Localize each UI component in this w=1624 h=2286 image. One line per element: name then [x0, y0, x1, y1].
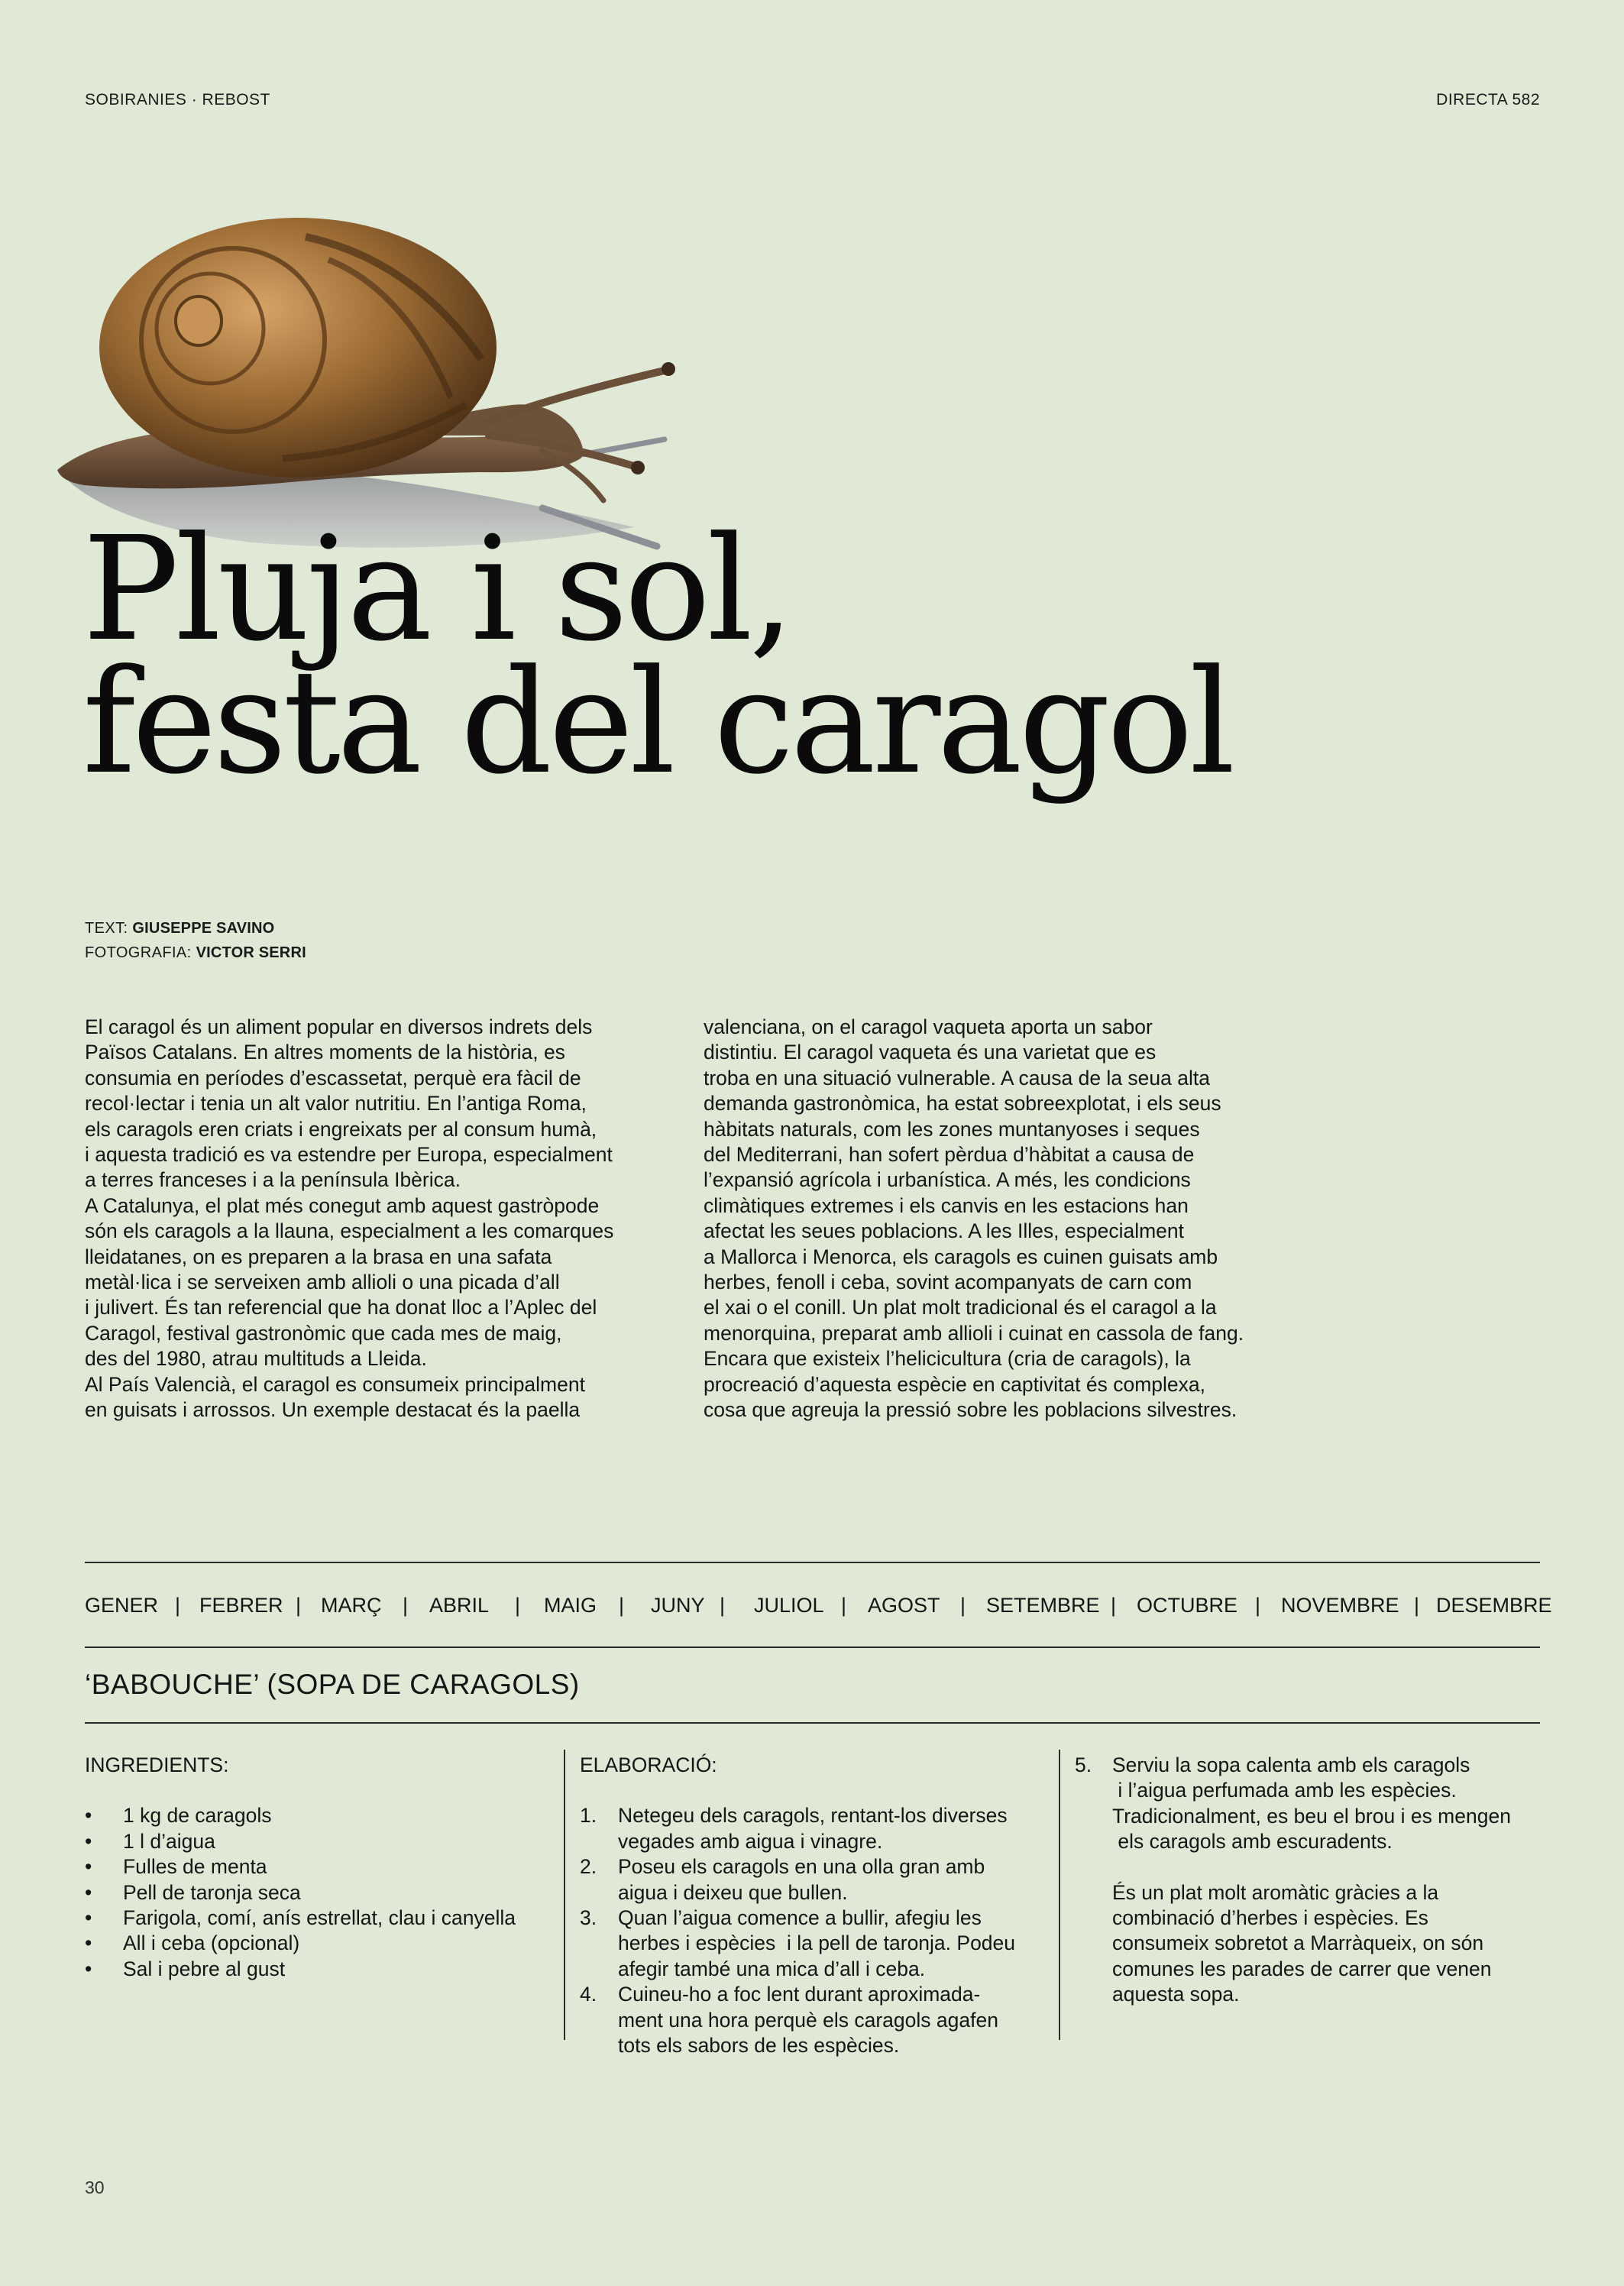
month-separator: | — [296, 1594, 302, 1617]
text-line: climàtiques extremes i els canvis en les estacions han — [704, 1193, 1189, 1217]
text-line: recol·lectar i tenia un alt valor nutritiu. En l’antiga Roma, — [85, 1092, 587, 1115]
text-line: els caragols amb escuradents. — [1112, 1830, 1393, 1854]
ingredient-item — [85, 1803, 558, 1828]
elaboration-step — [580, 1854, 1038, 1906]
text-line: distintiu. El caragol vaqueta és una varietat que es — [704, 1041, 1157, 1064]
month-label: OCTUBRE — [1137, 1594, 1238, 1617]
ingredients-list — [85, 1803, 558, 1982]
text-line: comunes les parades de carrer que venen — [1112, 1957, 1492, 1980]
text-line: hàbitats naturals, com les zones muntanyoses i seques — [704, 1117, 1200, 1141]
text-line: els caragols eren criats i engreixats per al consum humà, — [85, 1117, 597, 1141]
ingredient-text: All i ceba (opcional) — [123, 1931, 300, 1955]
divider-middle — [85, 1647, 1540, 1648]
text-line: cosa que agreuja la pressió sobre les poblacions silvestres. — [704, 1398, 1237, 1422]
month-separator: | — [720, 1594, 726, 1617]
month-separator: | — [515, 1594, 521, 1617]
issue-label: DIRECTA 582 — [1436, 91, 1540, 108]
article-title-line-2: festa del caragol — [82, 639, 1232, 806]
month-label: SETEMBRE — [986, 1594, 1100, 1617]
month-label: FEBRER — [199, 1594, 283, 1617]
elaboration-step-5 — [1075, 1753, 1548, 2008]
text-line: i aquesta tradició es va estendre per Europa, especialment — [85, 1143, 613, 1167]
text-line: consumia en períodes d’escassetat, perquè era fàcil de — [85, 1066, 581, 1090]
month-separator: | — [1111, 1594, 1117, 1617]
ingredients-section — [85, 1753, 558, 1982]
bullet: • — [85, 1804, 92, 1828]
text-line: consumeix sobretot a Marràqueix, on són — [1112, 1931, 1484, 1955]
step-number: 3. — [580, 1906, 597, 1930]
text-line: menorquina, preparat amb allioli i cuinat en cassola de fang. — [704, 1321, 1244, 1345]
text-line: A Catalunya, el plat més conegut amb aquest gastròpode — [85, 1193, 600, 1217]
text-line: a Mallorca i Menorca, els caragols es cuinen guisats amb — [704, 1245, 1218, 1268]
month-label: DESEMBRE — [1436, 1594, 1552, 1617]
text-line: És un plat molt aromàtic gràcies a la — [1112, 1880, 1439, 1904]
season-calendar — [85, 1594, 1552, 1621]
text-line: afectat les seues poblacions. A les Illes, especialment — [704, 1219, 1184, 1243]
month-separator: | — [841, 1594, 847, 1617]
month-separator: | — [1255, 1594, 1261, 1617]
text-line: l’expansió agrícola i urbanística. A més, les condicions — [704, 1168, 1191, 1192]
text-line: el xai o el conill. Un plat molt tradicional és el caragol a la — [704, 1296, 1217, 1319]
article-title-line-1: Pluja i sol, — [82, 506, 791, 673]
ingredient-item — [85, 1880, 558, 1906]
ingredient-item — [85, 1906, 558, 1931]
step-number: 4. — [580, 1983, 597, 2006]
step-line: Poseu els caragols en una olla gran amb — [618, 1855, 985, 1879]
text-line: Tradicionalment, es beu el brou i es mengen — [1112, 1804, 1511, 1828]
month-separator: | — [175, 1594, 181, 1617]
step-line: herbes i espècies i la pell de taronja. Podeu — [618, 1931, 1016, 1955]
step-line: aigua i deixeu que bullen. — [618, 1880, 848, 1904]
text-credit-label: TEXT: — [85, 920, 128, 937]
step-line: vegades amb aigua i vinagre. — [618, 1829, 883, 1853]
article-column-1 — [85, 1015, 681, 1423]
elaboration-section — [580, 1753, 1038, 2058]
text-credit-author: GIUSEPPE SAVINO — [132, 920, 275, 937]
month-separator: | — [403, 1594, 409, 1617]
month-label: MARÇ — [321, 1594, 382, 1617]
text-line: Serviu la sopa calenta amb els caragols — [1112, 1753, 1470, 1776]
bullet: • — [85, 1906, 92, 1930]
bullet: • — [85, 1855, 92, 1879]
section-label: SOBIRANIES · REBOST — [85, 91, 270, 108]
page-number: 30 — [85, 2178, 105, 2197]
text-line: metàl·lica i se serveixen amb allioli o una picada d’all — [85, 1271, 560, 1294]
ingredient-text: 1 kg de caragols — [123, 1804, 272, 1828]
ingredient-item — [85, 1931, 558, 1956]
ingredient-text: 1 l d’aigua — [123, 1829, 215, 1853]
ingredient-text: Pell de taronja seca — [123, 1880, 301, 1904]
elaboration-steps — [580, 1803, 1038, 2058]
bullet: • — [85, 1931, 92, 1955]
step-line: Quan l’aigua comence a bullir, afegiu les — [618, 1906, 982, 1930]
step-line: Netegeu dels caragols, rentant-los diverses — [618, 1804, 1008, 1828]
text-line: troba en una situació vulnerable. A causa de la seua alta — [704, 1066, 1210, 1090]
text-line: des del 1980, atrau multituds a Lleida. — [85, 1347, 427, 1371]
ingredient-text: Fulles de menta — [123, 1855, 267, 1879]
text-line: lleidatanes, on es preparen a la brasa en una safata — [85, 1245, 552, 1268]
month-separator: | — [960, 1594, 966, 1617]
text-line: herbes, fenoll i ceba, sovint acompanyats de carn com — [704, 1271, 1192, 1294]
text-line: en guisats i arrossos. Un exemple destacat és la paella — [85, 1398, 581, 1422]
article-column-2 — [704, 1015, 1307, 1423]
text-line: a terres franceses i a la península Ibèrica. — [85, 1168, 461, 1192]
text-line: Caragol, festival gastronòmic que cada mes de maig, — [85, 1321, 562, 1345]
recipe-title: ‘BABOUCHE’ (SOPA DE CARAGOLS) — [85, 1669, 580, 1700]
photo-credit-author: VICTOR SERRI — [196, 944, 306, 961]
step-text — [1075, 1753, 1548, 1855]
column-divider — [1059, 1750, 1060, 2040]
month-label: JULIOL — [754, 1594, 824, 1617]
ingredients-label: INGREDIENTS: — [85, 1753, 229, 1776]
month-label: AGOST — [868, 1594, 940, 1617]
month-label: NOVEMBRE — [1281, 1594, 1399, 1617]
elaboration-step — [580, 1906, 1038, 1982]
step-line: tots els sabors de les espècies. — [618, 2034, 900, 2058]
step-line: afegir també una mica d’all i ceba. — [618, 1957, 926, 1980]
step-number: 1. — [580, 1804, 597, 1828]
text-line: i julivert. És tan referencial que ha donat lloc a l’Aplec del — [85, 1296, 597, 1319]
month-label: GENER — [85, 1594, 159, 1617]
text-line: Encara que existeix l’helicicultura (cria de caragols), la — [704, 1347, 1191, 1371]
text-line: procreació d’aquesta espècie en captivitat és complexa, — [704, 1372, 1205, 1396]
text-line: són els caragols a la llauna, especialment a les comarques — [85, 1219, 614, 1243]
ingredient-item — [85, 1854, 558, 1880]
step-line: ment una hora perquè els caragols agafen — [618, 2008, 998, 2032]
elaboration-step — [580, 1982, 1038, 2058]
elaboration-step — [580, 1803, 1038, 1854]
text-line: Al País Valencià, el caragol es consumeix principalment — [85, 1372, 585, 1396]
ingredient-text: Sal i pebre al gust — [123, 1957, 286, 1980]
text-credit — [85, 920, 274, 937]
ingredient-text: Farigola, comí, anís estrellat, clau i canyella — [123, 1906, 516, 1930]
text-line: valenciana, on el caragol vaqueta aporta un sabor — [704, 1015, 1153, 1038]
bullet: • — [85, 1880, 92, 1904]
text-line: El caragol és un aliment popular en diversos indrets dels — [85, 1015, 593, 1038]
text-line: combinació d’herbes i espècies. Es — [1112, 1906, 1428, 1930]
ingredient-item — [85, 1829, 558, 1854]
photo-credit-label: FOTOGRAFIA: — [85, 944, 192, 961]
month-label: ABRIL — [429, 1594, 490, 1617]
bullet: • — [85, 1957, 92, 1980]
photo-credit — [85, 944, 306, 962]
month-label: MAIG — [544, 1594, 597, 1617]
ingredient-item — [85, 1957, 558, 1982]
text-line: aquesta sopa. — [1112, 1983, 1240, 2006]
text-line: Països Catalans. En altres moments de la història, es — [85, 1041, 565, 1064]
divider-bottom — [85, 1722, 1540, 1724]
month-separator: | — [1414, 1594, 1420, 1617]
step-line: Cuineu-ho a foc lent durant aproximada- — [618, 1983, 981, 2006]
recipe-note — [1075, 1880, 1548, 2008]
text-line: del Mediterrani, han sofert pèrdua d’hàbitat a causa de — [704, 1143, 1195, 1167]
month-separator: | — [619, 1594, 625, 1617]
step-number: 2. — [580, 1855, 597, 1879]
text-line: demanda gastronòmica, ha estat sobreexplotat, i els seus — [704, 1092, 1221, 1115]
month-label: JUNY — [651, 1594, 705, 1617]
column-divider — [564, 1750, 565, 2040]
divider-top — [85, 1562, 1540, 1563]
text-line: i l’aigua perfumada amb les espècies. — [1112, 1779, 1457, 1802]
elaboration-label: ELABORACIÓ: — [580, 1753, 717, 1776]
step-number: 5. — [1075, 1753, 1092, 1776]
bullet: • — [85, 1829, 92, 1853]
